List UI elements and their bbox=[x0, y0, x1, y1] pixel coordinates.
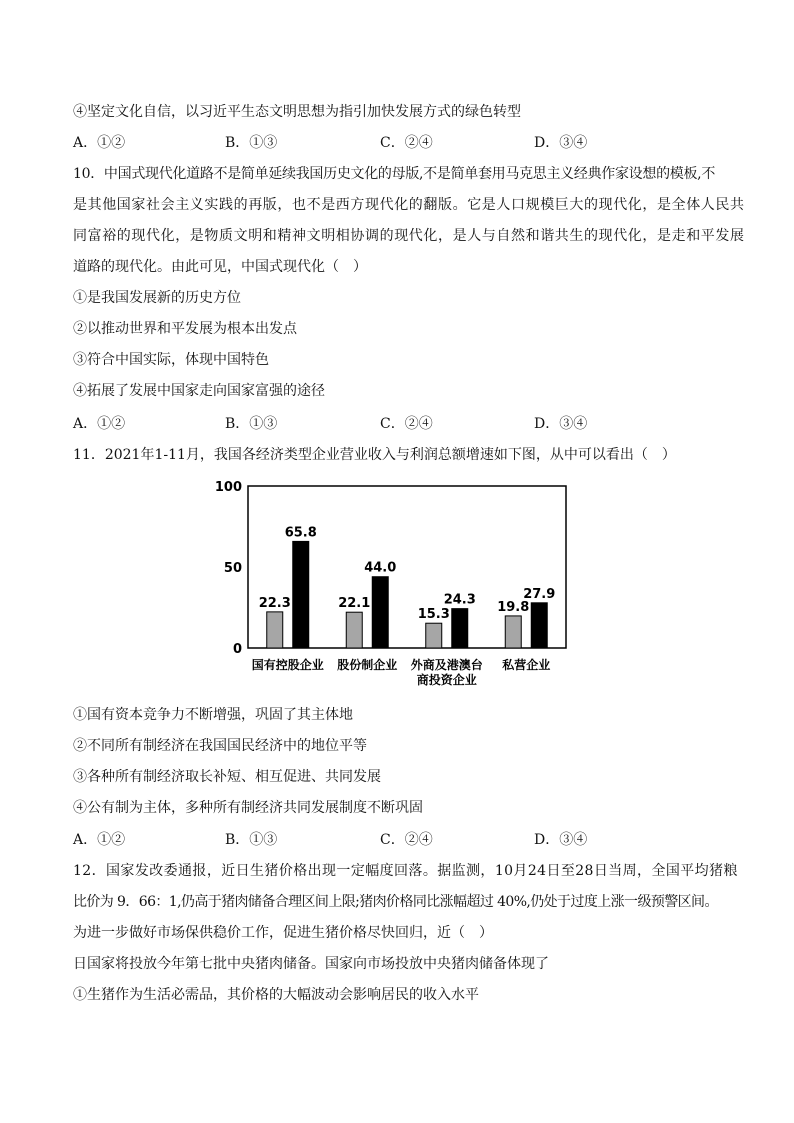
bar bbox=[505, 616, 521, 648]
q10-item-3: ③符合中国实际，体现中国特色 bbox=[73, 352, 269, 368]
x-category-label: 国有控股企业 bbox=[251, 658, 324, 672]
bar-value-label: 22.3 bbox=[258, 595, 291, 611]
q10-item-4: ④拓展了发展中国家走向国家富强的途径 bbox=[73, 383, 325, 399]
q10-stem-line-3: 同富裕的现代化，是物质文明和精神文明相协调的现代化，是人与自然和谐共生的现代化，是走和平发展 bbox=[73, 228, 745, 244]
q10-item-2: ②以推动世界和平发展为根本出发点 bbox=[73, 321, 297, 337]
y-tick-label: 100 bbox=[214, 480, 242, 495]
bar-value-label: 19.8 bbox=[497, 599, 530, 615]
q10-option-a: A．①② bbox=[73, 416, 126, 432]
x-category-label: 私营企业 bbox=[502, 658, 551, 672]
q11-item-3: ③各种所有制经济取长补短、相互促进、共同发展 bbox=[73, 769, 381, 785]
q10-item-1: ①是我国发展新的历史方位 bbox=[73, 290, 241, 306]
q9-option-a: A．①② bbox=[73, 135, 126, 151]
q10-stem-line-2: 是其他国家社会主义实践的再版，也不是西方现代化的翻版。它是人口规模巨大的现代化，是全体人民共 bbox=[73, 197, 745, 213]
x-category-label: 商投资企业 bbox=[416, 673, 477, 687]
q11-item-4: ④公有制为主体，多种所有制经济共同发展制度不断巩固 bbox=[73, 800, 423, 816]
q10-option-b: B．①③ bbox=[225, 416, 278, 432]
bar bbox=[531, 603, 547, 648]
q11-item-2: ②不同所有制经济在我国国民经济中的地位平等 bbox=[73, 738, 367, 754]
q9-option-d: D．③④ bbox=[534, 135, 588, 151]
bar-value-label: 27.9 bbox=[523, 586, 556, 602]
y-tick-label: 50 bbox=[223, 561, 242, 576]
q12-stem-line-2: 比价为 9．66：1,仍高于猪肉储备合理区间上限;猪肉价格同比涨幅超过 40%,仍处于过度上涨一级预警区间。 bbox=[73, 894, 718, 910]
q10-option-d: D．③④ bbox=[534, 416, 588, 432]
q12-item-1: ①生猪作为生活必需品，其价格的大幅波动会影响居民的收入水平 bbox=[73, 987, 479, 1003]
bar bbox=[372, 577, 388, 648]
q11-item-1: ①国有资本竞争力不断增强，巩固了其主体地 bbox=[73, 707, 353, 723]
q12-stem-line-1: 12．国家发改委通报，近日生猪价格出现一定幅度回落。据监测，10月24日至28日当周，全国平均猪粮 bbox=[73, 863, 738, 879]
q10-option-c: C．②④ bbox=[380, 416, 433, 432]
bar-value-label: 44.0 bbox=[364, 560, 397, 576]
q11-option-c: C．②④ bbox=[380, 832, 433, 848]
x-category-label: 股份制企业 bbox=[337, 658, 398, 672]
bar bbox=[426, 623, 442, 648]
y-tick-label: 0 bbox=[232, 642, 242, 657]
q10-stem-line-4: 道路的现代化。由此可见，中国式现代化（ ） bbox=[73, 259, 367, 275]
q12-stem-line-4: 日国家将投放今年第七批中央猪肉储备。国家向市场投放中央猪肉储备体现了 bbox=[73, 956, 549, 972]
bar-value-label: 65.8 bbox=[284, 525, 317, 541]
bar bbox=[452, 609, 468, 648]
bar-value-label: 22.1 bbox=[338, 596, 371, 612]
q11-option-b: B．①③ bbox=[225, 832, 278, 848]
q12-stem-line-3: 为进一步做好市场保供稳价工作，促进生猪价格尽快回归，近（ ） bbox=[73, 925, 493, 941]
q11-option-d: D．③④ bbox=[534, 832, 588, 848]
bar bbox=[346, 612, 362, 648]
bar bbox=[293, 541, 309, 648]
q11-option-a: A．①② bbox=[73, 832, 126, 848]
q9-option-b: B．①③ bbox=[225, 135, 278, 151]
q11-stem: 11．2021年1-11月，我国各经济类型企业营业收入与利润总额增速如下图，从中可以看出（ ） bbox=[73, 447, 676, 463]
q9-option-c: C．②④ bbox=[380, 135, 433, 151]
revenue-profit-growth-chart bbox=[210, 478, 580, 690]
x-category-label: 外商及港澳台 bbox=[410, 658, 483, 672]
q10-stem-line-1: 10．中国式现代化道路不是简单延续我国历史文化的母版,不是简单套用马克思主义经典作家设想的模板,不 bbox=[73, 166, 716, 182]
q9-item-4: ④坚定文化自信，以习近平生态文明思想为指引加快发展方式的绿色转型 bbox=[73, 104, 521, 120]
bar-value-label: 15.3 bbox=[417, 607, 450, 623]
bar-value-label: 24.3 bbox=[443, 592, 476, 608]
bar bbox=[267, 612, 283, 648]
